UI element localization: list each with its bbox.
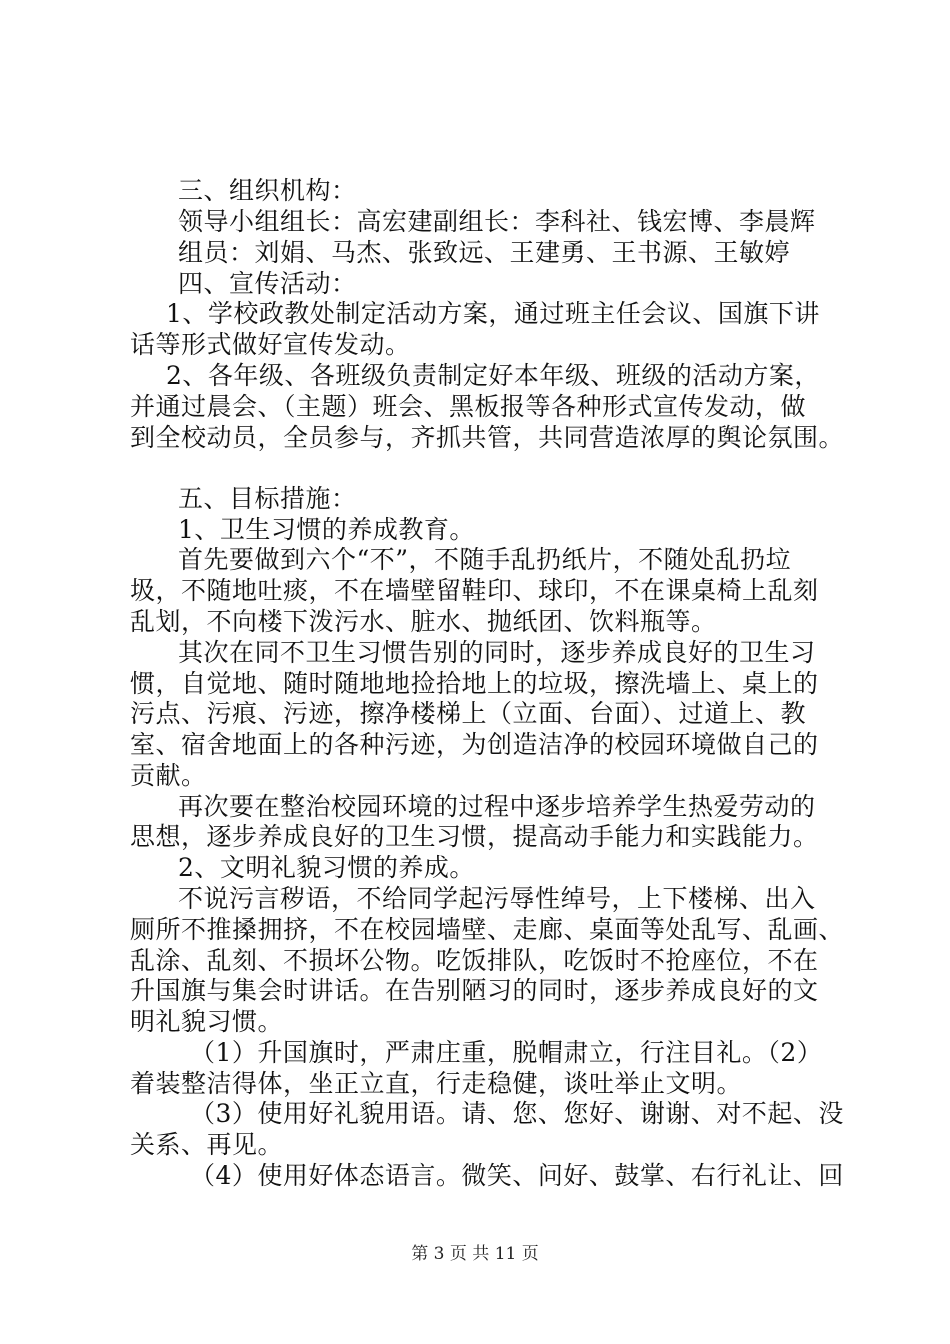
paragraph-line: 并通过晨会、（主题）班会、黑板报等各种形式宣传发动，做 — [130, 392, 807, 421]
paragraph-line: 组员：刘娟、马杰、张致远、王建勇、王书源、王敏婷 — [178, 238, 791, 267]
paragraph-line: （1）升国旗时，严肃庄重，脱帽肃立，行注目礼。（2） — [190, 1038, 823, 1067]
section-heading-publicity: 四、宣传活动： — [178, 269, 357, 298]
section-heading-organization: 三、组织机构： — [178, 176, 357, 205]
paragraph-line: 话等形式做好宣传发动。 — [130, 330, 411, 359]
paragraph-line: 其次在同不卫生习惯告别的同时，逐步养成良好的卫生习 — [178, 638, 816, 667]
paragraph-line: 不说污言秽语，不给同学起污辱性绰号，上下楼梯、出入 — [178, 884, 816, 913]
subsection-heading: 2、文明礼貌习惯的养成。 — [178, 853, 475, 882]
section-heading-measures: 五、目标措施： — [178, 484, 357, 513]
paragraph-line: 乱划，不向楼下泼污水、脏水、抛纸团、饮料瓶等。 — [130, 607, 717, 636]
paragraph-line: 领导小组组长：高宏建副组长：李科社、钱宏博、李晨辉 — [178, 207, 816, 236]
paragraph-line: 2、各年级、各班级负责制定好本年级、班级的活动方案， — [166, 361, 820, 390]
paragraph-line: （4）使用好体态语言。微笑、问好、鼓掌、右行礼让、回 — [190, 1161, 844, 1190]
paragraph-line: 惯，自觉地、随时随地地捡拾地上的垃圾，擦洗墙上、桌上的 — [130, 669, 819, 698]
paragraph-line: （3）使用好礼貌用语。请、您、您好、谢谢、对不起、没 — [190, 1099, 844, 1128]
paragraph-line: 着装整洁得体，坐正立直，行走稳健，谈吐举止文明。 — [130, 1069, 743, 1098]
paragraph-line: 厕所不推搡拥挤，不在校园墙壁、走廊、桌面等处乱写、乱画、 — [130, 915, 845, 944]
page-number-footer: 第 3 页 共 11 页 — [411, 1244, 539, 1264]
paragraph-line: 贡献。 — [130, 761, 207, 790]
paragraph-line: 到全校动员，全员参与，齐抓共管，共同营造浓厚的舆论氛围。 — [130, 423, 845, 452]
subsection-heading: 1、卫生习惯的养成教育。 — [178, 515, 475, 544]
paragraph-line: 思想，逐步养成良好的卫生习惯，提高动手能力和实践能力。 — [130, 822, 819, 851]
paragraph-line: 圾，不随地吐痰，不在墙壁留鞋印、球印，不在课桌椅上乱刻 — [130, 576, 819, 605]
paragraph-line: 升国旗与集会时讲话。在告别陋习的同时，逐步养成良好的文 — [130, 976, 819, 1005]
paragraph-line: 关系、再见。 — [130, 1130, 284, 1159]
paragraph-line: 首先要做到六个“不”，不随手乱扔纸片，不随处乱扔垃 — [178, 545, 792, 574]
paragraph-line: 污点、污痕、污迹，擦净楼梯上（立面、台面）、过道上、教 — [130, 699, 807, 728]
paragraph-line: 室、宿舍地面上的各种污迹，为创造洁净的校园环境做自己的 — [130, 730, 819, 759]
paragraph-line: 明礼貌习惯。 — [130, 1007, 284, 1036]
paragraph-line: 1、学校政教处制定活动方案，通过班主任会议、国旗下讲 — [166, 299, 820, 328]
paragraph-line: 乱涂、乱刻、不损坏公物。吃饭排队，吃饭时不抢座位，不在 — [130, 946, 819, 975]
paragraph-line: 再次要在整治校园环境的过程中逐步培养学生热爱劳动的 — [178, 792, 816, 821]
